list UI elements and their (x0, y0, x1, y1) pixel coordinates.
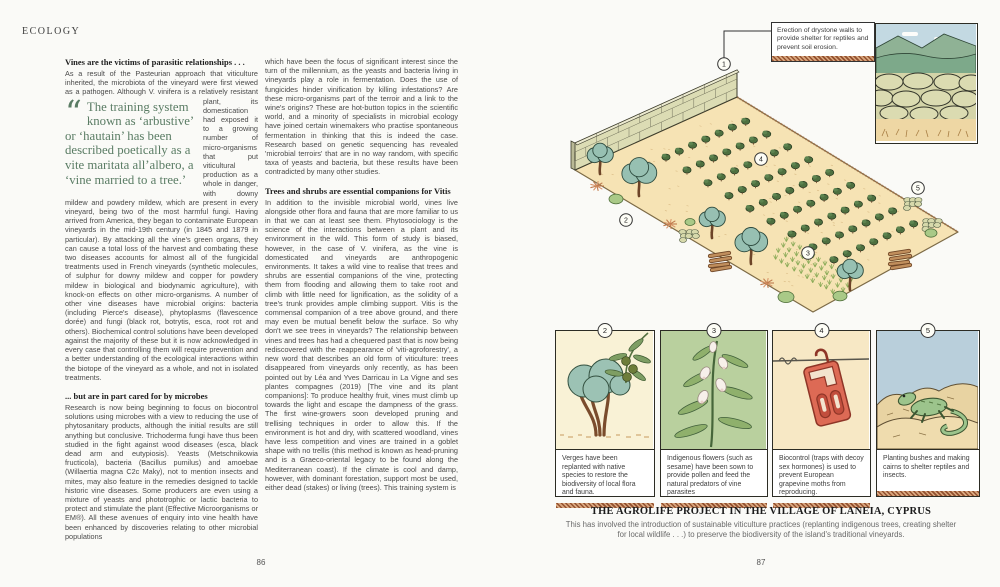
paragraph-parasitic (65, 69, 258, 382)
callout-shadow-hatch (772, 56, 874, 61)
pheromone-trap-art (773, 331, 870, 450)
callout-text: Erection of drystone walls to provide shelter for reptiles and prevent soil erosion. (777, 27, 869, 51)
pull-quote (65, 92, 203, 193)
sesame-flower-art (661, 331, 767, 450)
quote-mark-icon: “ (65, 92, 82, 132)
heading-trees-shrubs: Trees and shrubs are essential companions for Vitis (265, 185, 451, 196)
panel-flowers-number: 3 (707, 323, 722, 338)
paragraph-microbes: Research is now being beginning to focus on biocontrol solutions using microbes with a view to reducing the use of phytosanitary products, although the initial results are still anything but conclusive. Trichoderma fungi have thus been studied in the fight against wood diseases (esca, black dead arm and eutypiosis). Yeasts (Metschnikowia fructicola), bacteria (Bacillus pumilus) and amoebae (Willaertia magna C2c Maky), not to mention insects and mites, may also feature in the remedies designed to tackle historic vine diseases. Some producers are even using a mixture of yeasts and phototrophic or lactic bacteria to protect and stimulate the plant (Effective Microorganisms or EM®). All these avenues of enquiry into vine health have been enhanced by discoveries relating to other microbial populations (65, 402, 258, 541)
panel-verges-caption: Verges have been replanted with native species to restore the biodiversity of local flora and fauna. (562, 455, 636, 497)
drystone-wall-art (876, 24, 976, 141)
figure-caption (545, 506, 977, 539)
panel-cairns-number: 5 (921, 323, 936, 338)
drystone-wall-detail-panel (875, 23, 978, 144)
panel-flowers-caption: Indigenous flowers (such as sesame) have been sown to provide pollen and feed the natural predators of vine parasites (667, 455, 754, 497)
page-number-left: 86 (256, 558, 266, 567)
field-marker-4 (755, 153, 768, 166)
panel-biocontrol-caption: Biocontrol (traps with decoy sex hormones) is used to prevent European grapevine moths from reproducing. (779, 455, 864, 497)
panel-biocontrol (772, 326, 871, 497)
svg-text:2: 2 (624, 217, 628, 225)
callout-connector-line (724, 31, 771, 58)
left-column-2 (265, 57, 458, 501)
left-column-1 (65, 57, 258, 550)
page-number-right: 87 (756, 558, 766, 567)
panel-shadow-hatch (877, 491, 979, 496)
heading-parasitic-relationships: Vines are the victims of parasitic relationships . . . (65, 57, 245, 67)
panel-cairns-caption: Planting bushes and making cairns to shelter reptiles and insects. (883, 455, 970, 480)
figure-caption-body: This has involved the introduction of sustainable viticulture practices (replanting indigenous trees, creating shelter for local wildlife . . .) to preserve the biodiversity of the island's traditional vineyards. (565, 520, 957, 539)
svg-text:4: 4 (759, 156, 763, 164)
field-marker-2 (620, 214, 633, 227)
panel-cairns (876, 326, 980, 497)
panel-biocontrol-number: 4 (814, 323, 829, 338)
para1-rest: relatively resistant plant, its domestication had exposed it to a growing number of micro-organisms that put viticultural production as a whole in danger, with downy mildew and powdery mildew, which are present in every vineyard, being two of the most harmful fungi. Having arrived from America, they began to contaminate European vineyards in the mid-19th century (in 1845 and 1879 in particular). By attacking all the vine's green organs, they can cause a total loss of the harvest and combating these two diseases accounts for almost all of the fungicidal treatments used in French vineyards (synthetic molecules, of sulphur for downy mildew and copper for powdery mildew in biological and biodynamic agriculture), with knock-on effects on other micro-organisms. A number of other vine diseases have microbial origins: bacteria (including Pierce's disease), phytoplasms (flavescence dorée) and fungi (black rot, botrytis, esca, root rot and others). Biochemical control solutions have been developed against the majority of these but it is now acknowledged in every case that controlling them will require prevention and a better understanding of the ecological interactions within the biotope of the vineyard as a whole, and not in isolated treatments. (65, 87, 258, 382)
panel-verges (555, 326, 655, 497)
para1-lead: As a result of the Pasteurian approach that viticulture inherited, the microbiota of the vineyard were first viewed as a pathogen. Although V. vinifera is a (65, 69, 258, 97)
field-marker-5 (912, 182, 925, 195)
field-marker-3 (802, 247, 815, 260)
olive-tree-art (556, 331, 654, 450)
figure-caption-title: THE AGROLIFE PROJECT IN THE VILLAGE OF LANEIA, CYPRUS (590, 506, 932, 517)
heading-cared-by-microbes: ... but are in part cared for by microbes (65, 390, 208, 401)
paragraph-fermentation: which have been the focus of significant interest since the turn of the millennium, as the yeasts and bacteria living in vineyards play a role in fermentation. Does the use of fungicides hinder vinification by killing infestations? Are these micro-organisms part of the terroir and a link to the wine's origins? These are hot-button topics in the scientific world, and a minority of specialists in microbial ecology have joined certain winemakers who practise spontaneous fermentation in thinking that this is indeed the case. Research based on genetic sequencing has revealed 'microbial terroirs' that are in no way random, with specific taxa of yeasts and bacteria, but these results have been contradicted by many other studies. (265, 57, 458, 177)
field-marker-1 (718, 58, 731, 71)
paragraph-trees-shrubs: In addition to the invisible microbial world, vines live alongside other flora and fauna that are more familiar to us in that we can at least see them. Phytosociology is the science of the interactions between a plant and its environment in the wild. This form of study is biased, however, in the case of V. vinifera, as the vine is domesticated and vineyards are anthropogenic environments. It takes a wild vine to realise that trees and shrubs are essential companions of the vine, protecting them from flooding and allowing them to take root and climb with little need for lignification, as the solidity of a tree's trunk provides ample climbing support. Vitis is the commensal companion of a tree above ground, and there may even be mutual benefit below the surface. So why don't we see trees in vineyards? The relationship between vines and trees has had a chequered past that is now being rediscovered with the reappearance of 'viti-agroforestry', a new word that describes an old form of viticulture: trees disappeared from vineyards only recently, as has been pointed out by Léa and Yves Darricau in La Vigne and ses plantes compagnes (2019) [The vine and its plant companions]: To produce healthy fruit, vines must climb up towards the light and escape the dampness of the grass. The first wine-growers soon developed pruning and trellising techniques in order to allow this. If the environment is hot and dry, with scattered woodland, vines have less competition and vines are trained in a goblet shape with no trellis (this method is known as head-pruning and is a Graeco-oriental legacy to be found along the Mediterranean coast). If the climate is cool and damp, however, with dominant forestation, support most be used, either dead (stakes) or living (trees). This training system is (265, 197, 458, 492)
svg-text:3: 3 (806, 250, 810, 258)
section-header: ECOLOGY (22, 26, 81, 37)
panel-verges-number: 2 (598, 323, 613, 338)
svg-text:1: 1 (722, 61, 726, 69)
pull-quote-text: The training system known as ‘arbustive’ or ‘hautain’ has been described poetically as a vite maritata all’albero, a ‘vine married to a tree.’ (65, 99, 194, 187)
callout-drystone-walls (771, 22, 875, 62)
panel-flowers (660, 326, 768, 497)
svg-text:5: 5 (916, 185, 920, 193)
lizard-on-rocks-art (877, 331, 979, 450)
